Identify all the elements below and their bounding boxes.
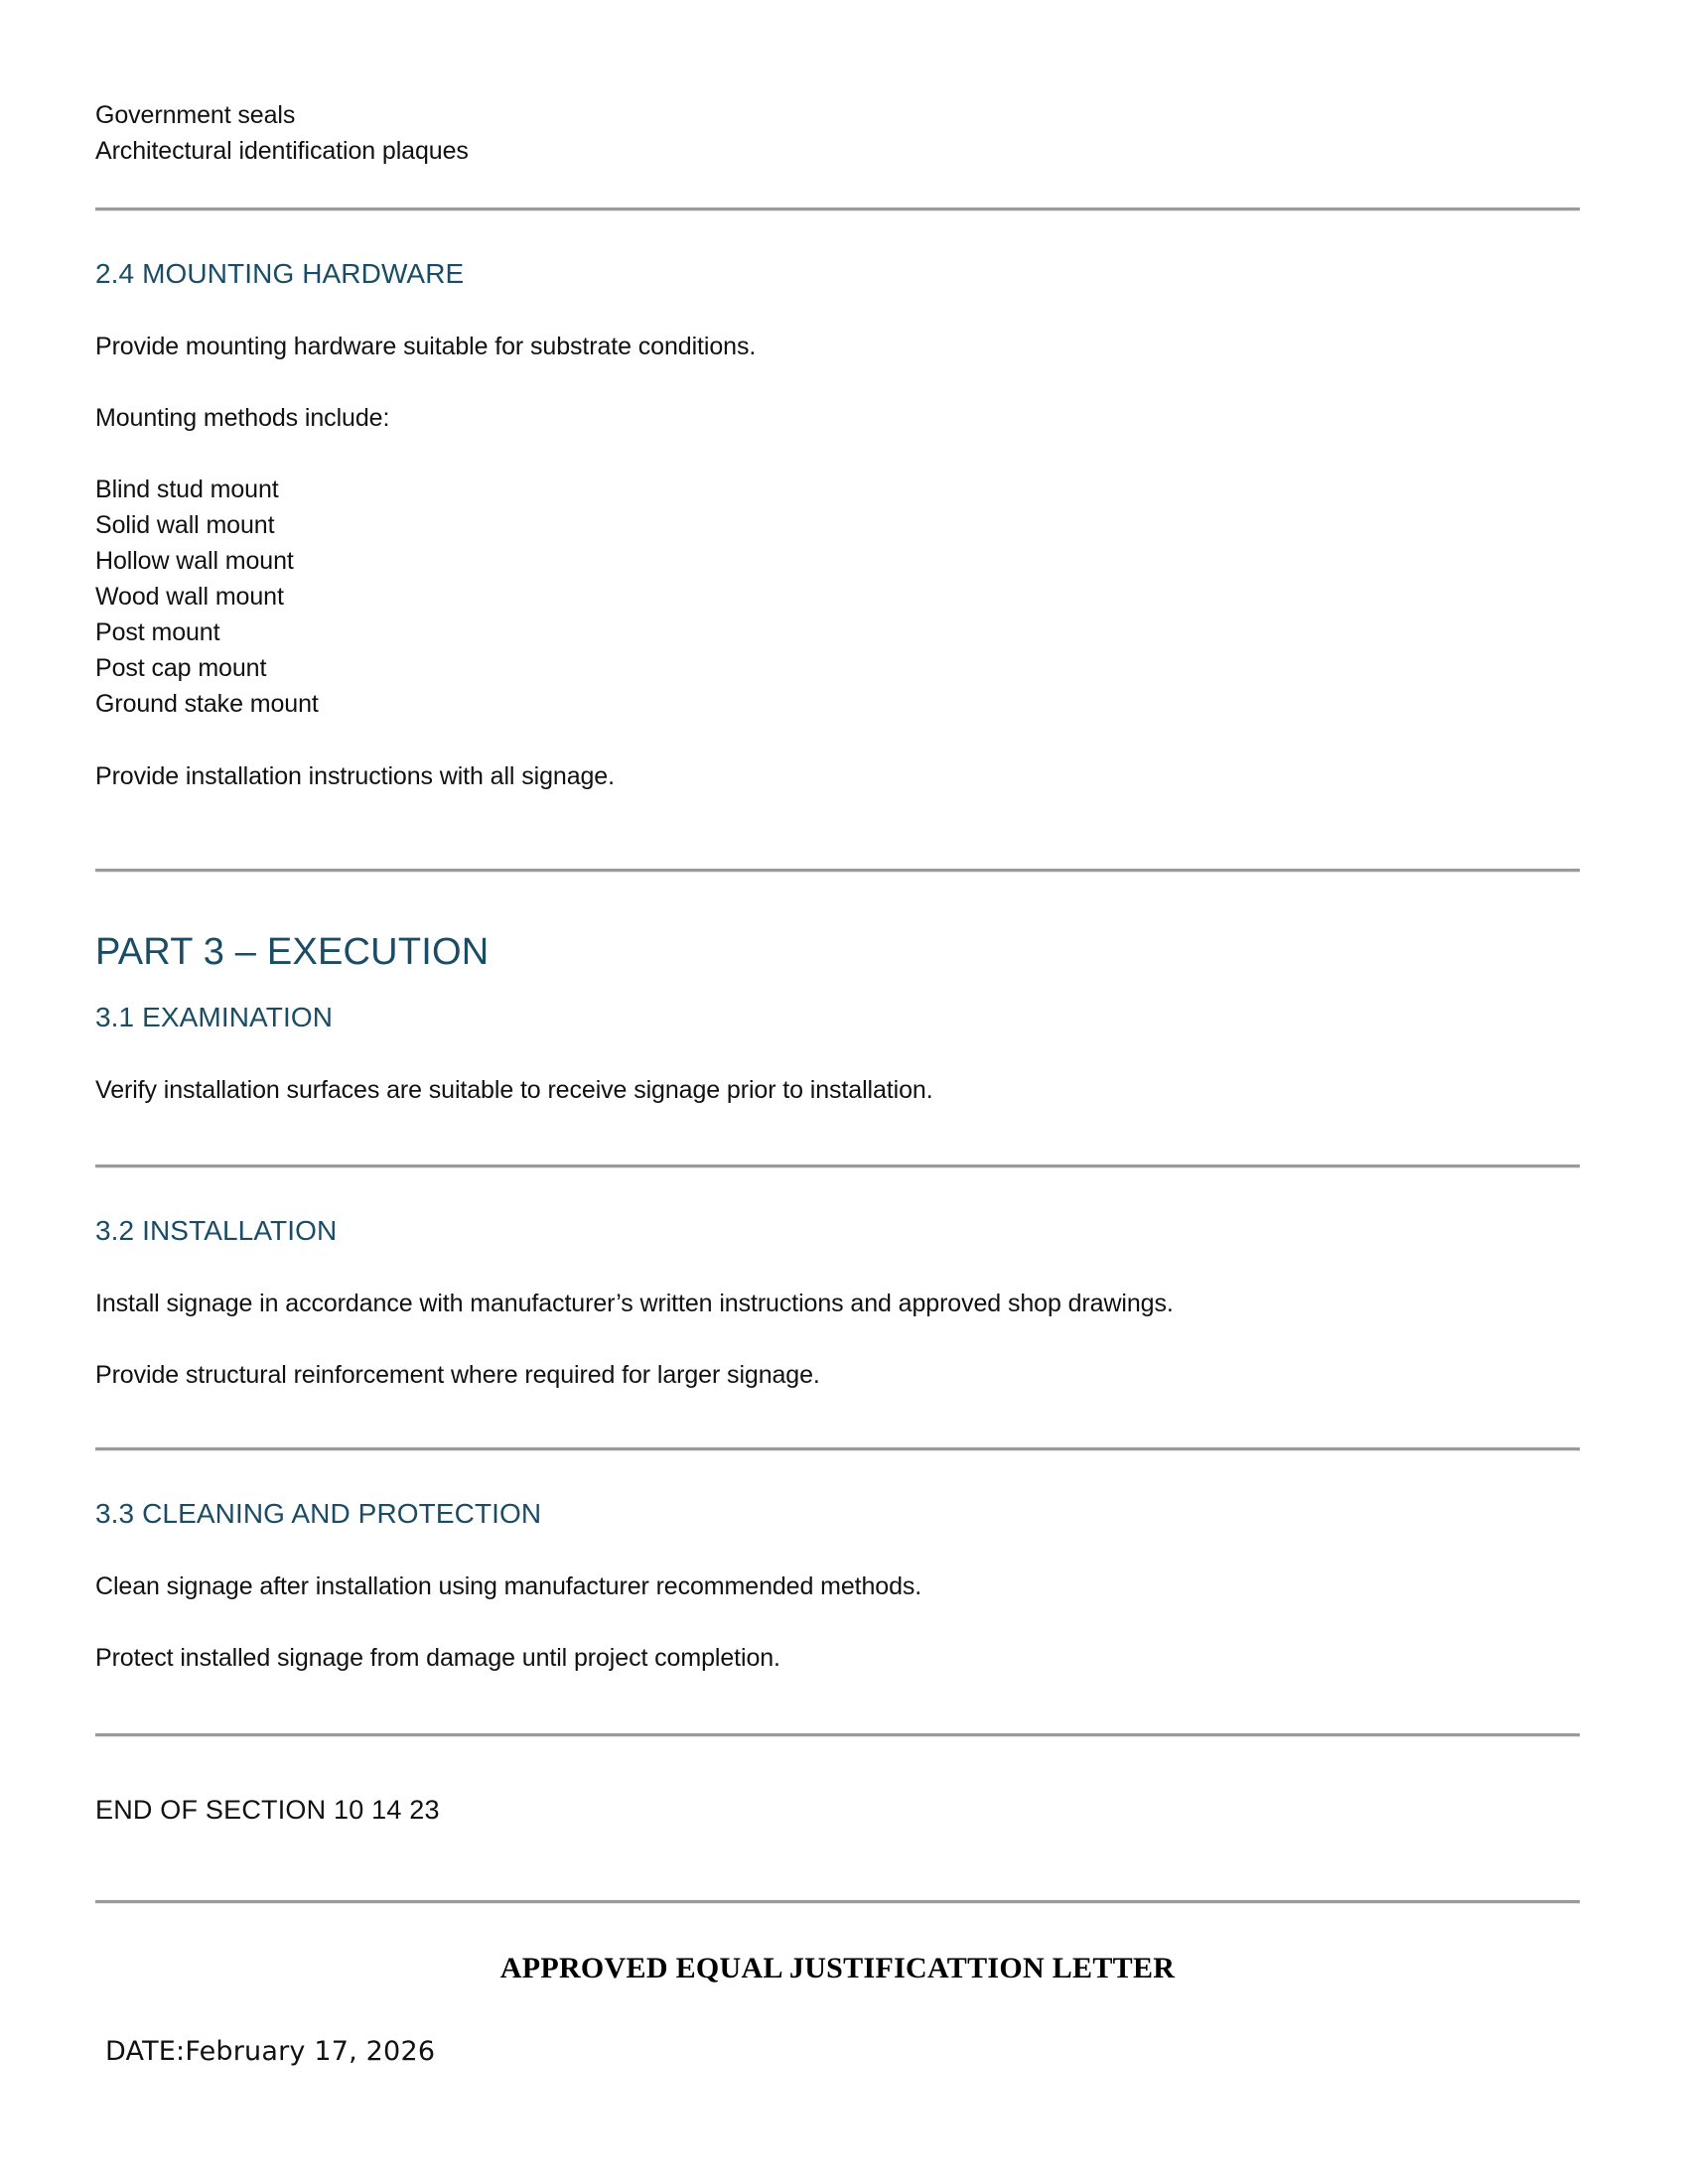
section-divider	[95, 869, 1580, 872]
paragraph-text: Protect installed signage from damage until project completion.	[95, 1644, 780, 1672]
list-item: Post cap mount	[95, 654, 267, 682]
letter-title-text: APPROVED EQUAL JUSTIFICATTION LETTER	[499, 1952, 1176, 1984]
mounting-methods-list	[95, 472, 319, 722]
list-item: Ground stake mount	[95, 690, 319, 718]
letter-title	[95, 1949, 1580, 1988]
letter-date-text: DATE:February 17, 2026	[105, 2036, 436, 2067]
section-divider	[95, 1733, 1580, 1736]
mounting-hardware-paragraph-3	[95, 758, 615, 794]
end-of-section-text: END OF SECTION 10 14 23	[95, 1795, 440, 1825]
mounting-methods-items	[95, 472, 319, 722]
list-item: Government seals	[95, 101, 296, 129]
installation-paragraph-2	[95, 1357, 820, 1393]
list-item: Post mount	[95, 618, 220, 646]
section-divider	[95, 1900, 1580, 1903]
section-heading-text: 3.3 CLEANING AND PROTECTION	[95, 1498, 542, 1529]
list-item: Blind stud mount	[95, 476, 279, 503]
paragraph-text: Provide structural reinforcement where required for larger signage.	[95, 1361, 820, 1389]
section-heading-cleaning-and-protection	[95, 1496, 541, 1532]
end-of-section	[95, 1792, 440, 1828]
section-heading-examination	[95, 1000, 333, 1035]
paragraph-text: Provide mounting hardware suitable for substrate conditions.	[95, 333, 757, 360]
mounting-hardware-paragraph-2	[95, 400, 389, 436]
paragraph-text: Clean signage after installation using manufacturer recommended methods.	[95, 1572, 922, 1600]
section-heading-text: 3.2 INSTALLATION	[95, 1215, 338, 1246]
list-item: Architectural identification plaques	[95, 137, 469, 165]
intro-list	[95, 97, 469, 169]
section-divider	[95, 1447, 1580, 1450]
paragraph-text: Install signage in accordance with manufacturer’s written instructions and approved shop drawings.	[95, 1290, 1174, 1317]
cleaning-paragraph-2	[95, 1640, 780, 1676]
part-heading-text: PART 3 – EXECUTION	[95, 931, 490, 973]
paragraph-text: Provide installation instructions with all signage.	[95, 762, 615, 790]
section-heading-text: 3.1 EXAMINATION	[95, 1002, 334, 1032]
paragraph-text: Verify installation surfaces are suitable to receive signage prior to installation.	[95, 1076, 933, 1104]
list-item: Wood wall mount	[95, 583, 284, 611]
installation-paragraph-1	[95, 1286, 1174, 1321]
list-item: Hollow wall mount	[95, 547, 294, 575]
part-heading-execution	[95, 928, 489, 976]
intro-list-items	[95, 97, 469, 169]
section-heading-text: 2.4 MOUNTING HARDWARE	[95, 258, 465, 289]
section-divider	[95, 1164, 1580, 1167]
section-heading-mounting-hardware	[95, 256, 464, 292]
mounting-hardware-paragraph-1	[95, 329, 756, 364]
paragraph-text: Mounting methods include:	[95, 404, 390, 432]
section-heading-installation	[95, 1213, 337, 1249]
list-item: Solid wall mount	[95, 511, 275, 539]
section-divider	[95, 207, 1580, 210]
letter-date	[95, 2034, 435, 2070]
examination-paragraph-1	[95, 1072, 933, 1108]
cleaning-paragraph-1	[95, 1569, 921, 1604]
